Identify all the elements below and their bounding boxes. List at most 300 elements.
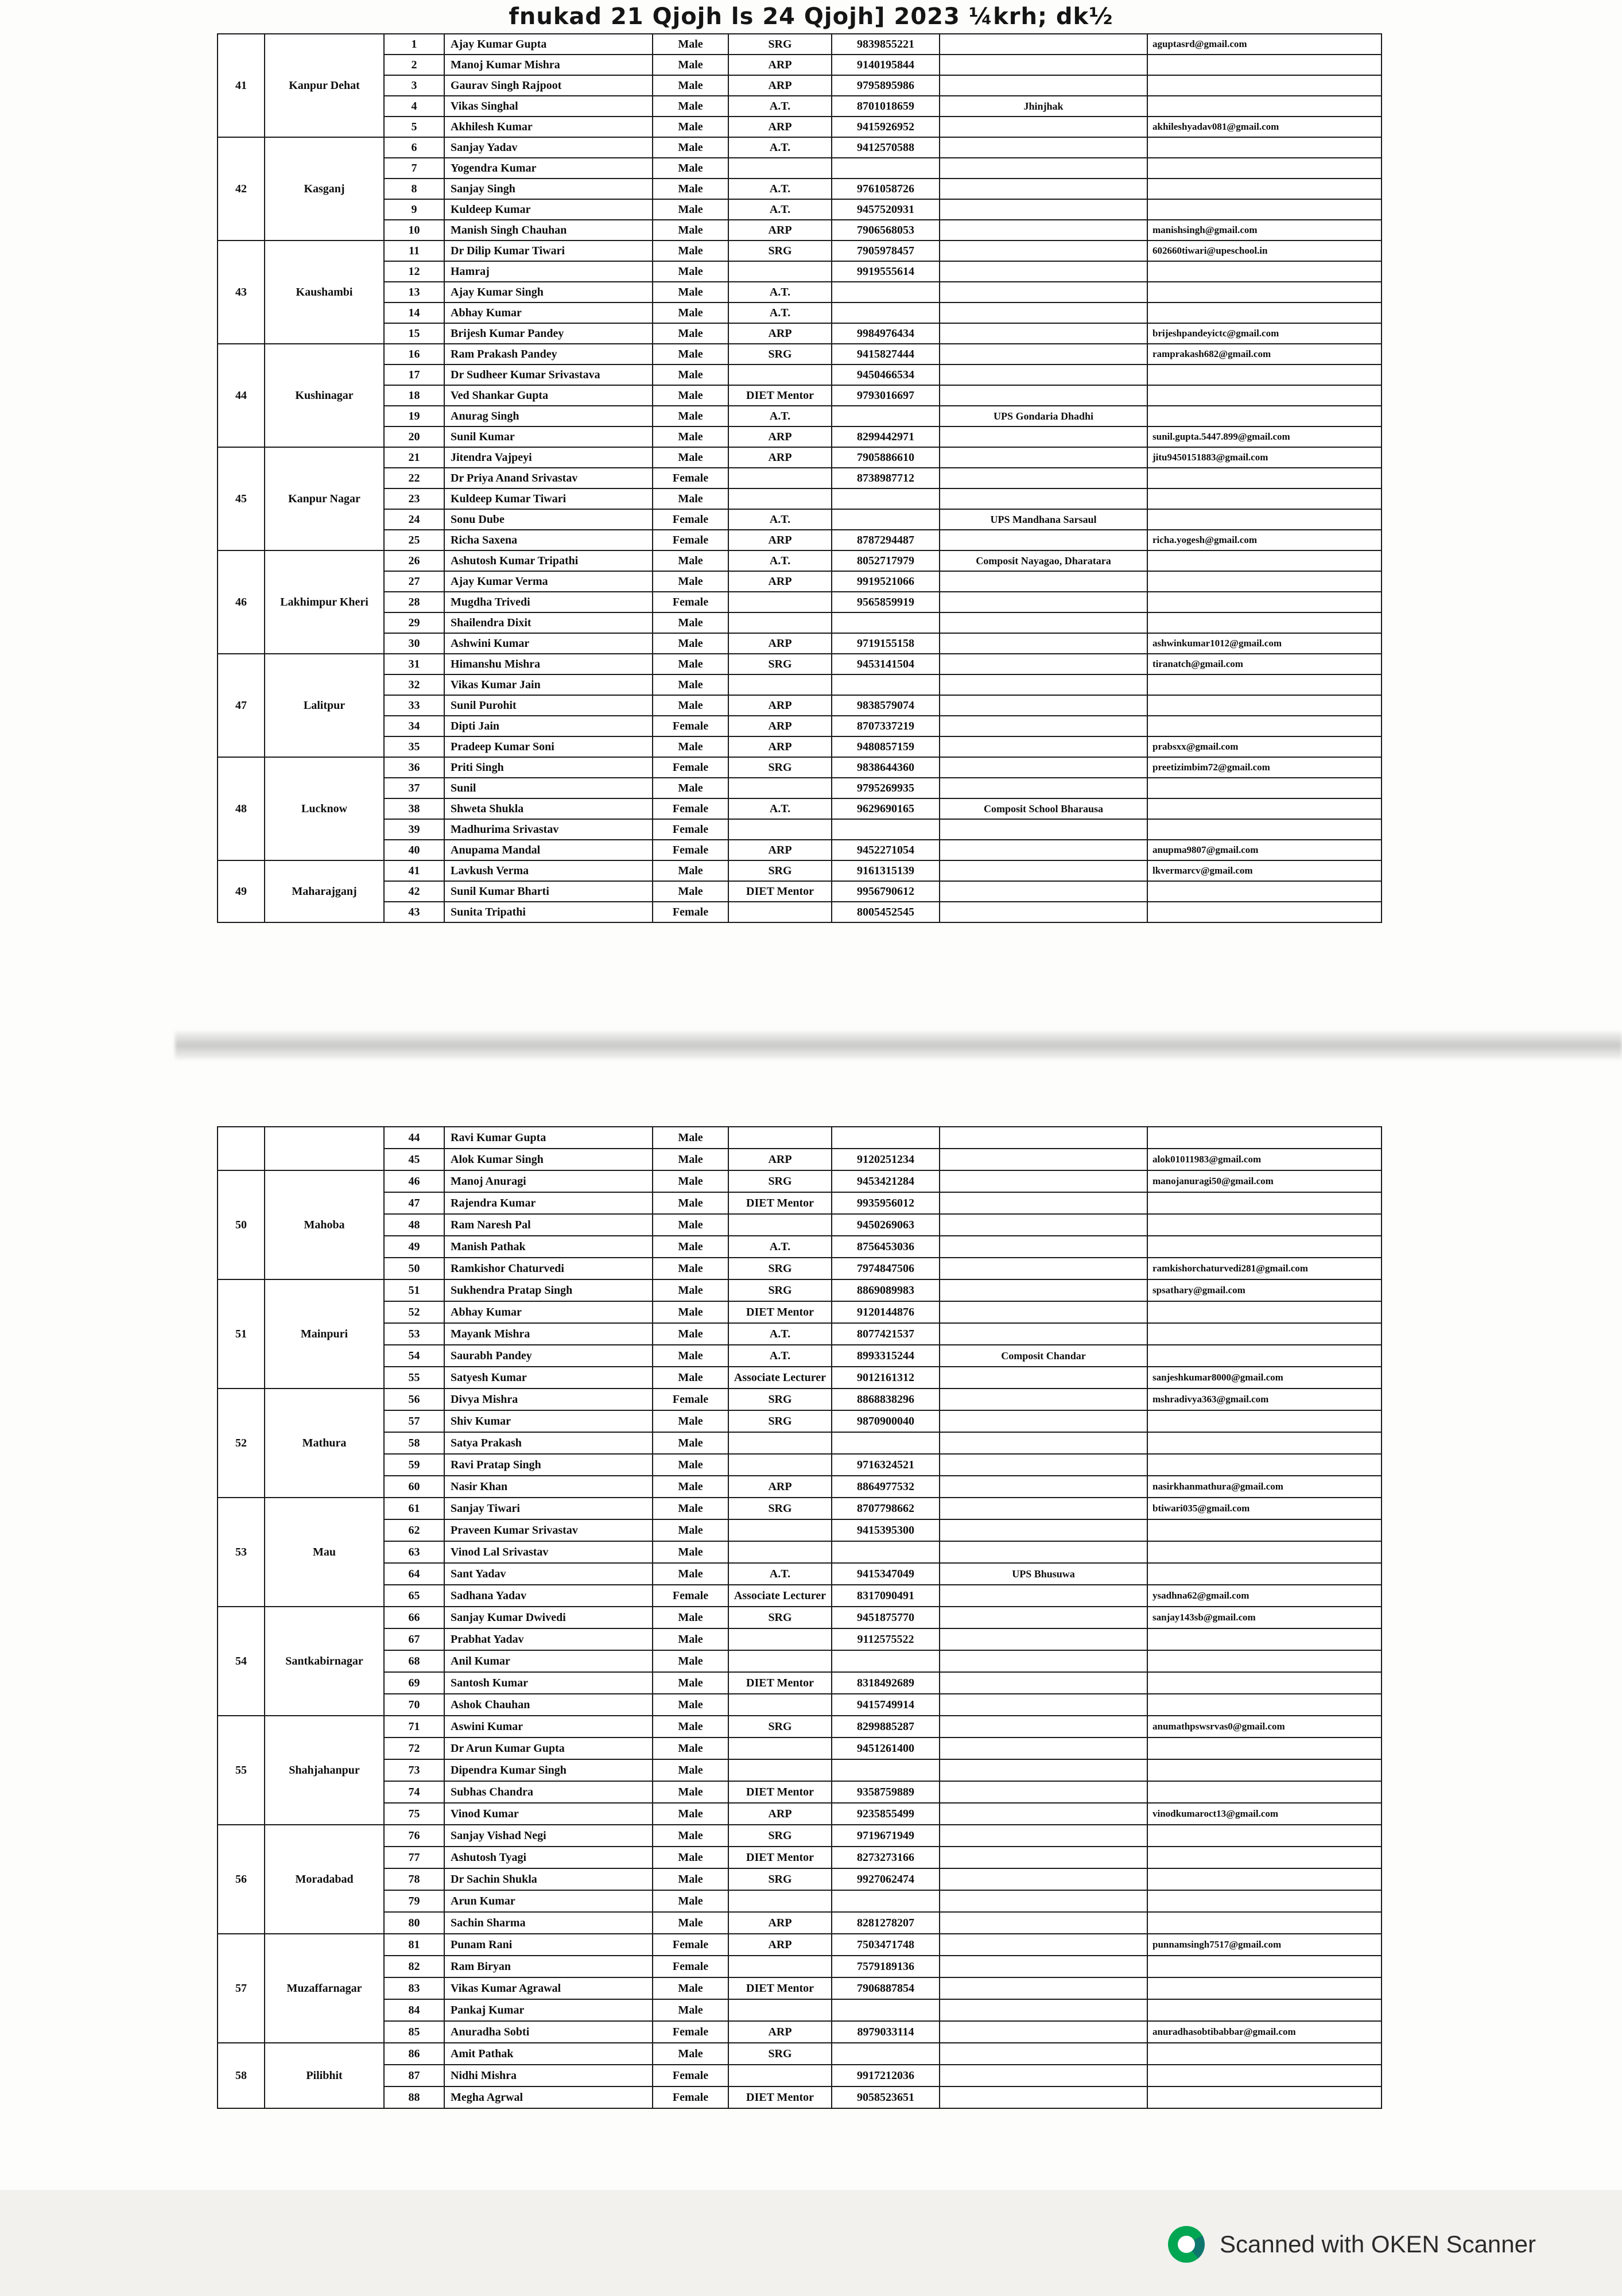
school-remark	[940, 1476, 1147, 1498]
designation: DIET Mentor	[728, 385, 832, 406]
serial-number: 30	[384, 633, 444, 654]
phone-number: 9629690165	[832, 798, 940, 819]
serial-number: 80	[384, 1912, 444, 1934]
person-name: Abhay Kumar	[444, 1301, 653, 1323]
serial-number: 49	[384, 1236, 444, 1258]
email-address: spsathary@gmail.com	[1147, 1279, 1382, 1301]
school-remark	[940, 468, 1147, 488]
designation: A.T.	[728, 302, 832, 323]
table-row	[218, 1694, 1382, 1716]
person-name: Anil Kumar	[444, 1650, 653, 1672]
gender: Female	[653, 2065, 728, 2086]
person-name: Sanjay Vishad Negi	[444, 1825, 653, 1847]
serial-number: 41	[384, 860, 444, 881]
gender: Male	[653, 1192, 728, 1214]
table-row	[218, 592, 1382, 612]
email-address	[1147, 2065, 1382, 2086]
serial-number: 5	[384, 117, 444, 137]
gender: Female	[653, 530, 728, 550]
email-address	[1147, 1759, 1382, 1781]
serial-number: 45	[384, 1149, 444, 1170]
person-name: Dr Sachin Shukla	[444, 1868, 653, 1890]
roster-table-upper	[217, 33, 1382, 923]
email-address	[1147, 902, 1382, 922]
district-name: Mahoba	[265, 1170, 384, 1279]
gender: Male	[653, 1694, 728, 1716]
designation	[728, 1127, 832, 1149]
designation: A.T.	[728, 509, 832, 530]
serial-number: 75	[384, 1803, 444, 1825]
phone-number: 8299442971	[832, 426, 940, 447]
person-name: Sunil Kumar	[444, 426, 653, 447]
school-remark	[940, 344, 1147, 364]
person-name: Anurag Singh	[444, 406, 653, 426]
phone-number: 9112575522	[832, 1628, 940, 1650]
phone-number: 8005452545	[832, 902, 940, 922]
gender: Male	[653, 1607, 728, 1628]
serial-number: 9	[384, 199, 444, 220]
email-address	[1147, 1956, 1382, 1977]
serial-number: 77	[384, 1847, 444, 1868]
designation	[728, 674, 832, 695]
gender: Male	[653, 1737, 728, 1759]
designation: SRG	[728, 1498, 832, 1519]
email-address	[1147, 302, 1382, 323]
email-address: anumathpswsrvas0@gmail.com	[1147, 1716, 1382, 1737]
district-name: Maharajganj	[265, 860, 384, 922]
person-name: Ravi Pratap Singh	[444, 1454, 653, 1476]
serial-number: 54	[384, 1345, 444, 1367]
email-address	[1147, 1323, 1382, 1345]
email-address	[1147, 406, 1382, 426]
gender: Male	[653, 1977, 728, 1999]
phone-number: 8868838296	[832, 1389, 940, 1410]
serial-number: 10	[384, 220, 444, 241]
table-row	[218, 1367, 1382, 1389]
phone-number: 9415749914	[832, 1694, 940, 1716]
gender: Male	[653, 1868, 728, 1890]
designation	[728, 1432, 832, 1454]
email-address	[1147, 1410, 1382, 1432]
designation: DIET Mentor	[728, 1301, 832, 1323]
table-row	[218, 1847, 1382, 1868]
phone-number: 8993315244	[832, 1345, 940, 1367]
district-name: Kaushambi	[265, 241, 384, 344]
table-row	[218, 530, 1382, 550]
table-row	[218, 1192, 1382, 1214]
designation: A.T.	[728, 1345, 832, 1367]
school-remark	[940, 241, 1147, 261]
district-number: 47	[218, 654, 265, 757]
email-address: aguptasrd@gmail.com	[1147, 34, 1382, 55]
school-remark	[940, 158, 1147, 179]
school-remark	[940, 1279, 1147, 1301]
gender: Male	[653, 261, 728, 282]
table-row	[218, 55, 1382, 75]
school-remark	[940, 757, 1147, 778]
email-address: vinodkumaroct13@gmail.com	[1147, 1803, 1382, 1825]
district-number: 45	[218, 447, 265, 550]
table-row	[218, 1432, 1382, 1454]
phone-number: 8707337219	[832, 716, 940, 736]
person-name: Nasir Khan	[444, 1476, 653, 1498]
person-name: Himanshu Mishra	[444, 654, 653, 674]
phone-number: 7906568053	[832, 220, 940, 241]
gender: Female	[653, 2021, 728, 2043]
school-remark	[940, 1650, 1147, 1672]
person-name: Ved Shankar Gupta	[444, 385, 653, 406]
serial-number: 14	[384, 302, 444, 323]
table-row	[218, 302, 1382, 323]
phone-number: 9457520931	[832, 199, 940, 220]
table-row	[218, 1803, 1382, 1825]
designation: SRG	[728, 860, 832, 881]
serial-number: 47	[384, 1192, 444, 1214]
designation: DIET Mentor	[728, 1672, 832, 1694]
designation: A.T.	[728, 798, 832, 819]
person-name: Madhurima Srivastav	[444, 819, 653, 840]
person-name: Saurabh Pandey	[444, 1345, 653, 1367]
oken-logo-icon	[1168, 2226, 1205, 2263]
email-address	[1147, 1192, 1382, 1214]
table-row	[218, 1279, 1382, 1301]
school-remark	[940, 261, 1147, 282]
email-address	[1147, 158, 1382, 179]
person-name: Richa Saxena	[444, 530, 653, 550]
district-name: Moradabad	[265, 1825, 384, 1934]
phone-number: 9716324521	[832, 1454, 940, 1476]
phone-number: 9451261400	[832, 1737, 940, 1759]
designation: ARP	[728, 55, 832, 75]
district-name: Kanpur Dehat	[265, 34, 384, 137]
email-address	[1147, 261, 1382, 282]
school-remark	[940, 1868, 1147, 1890]
school-remark	[940, 902, 1147, 922]
serial-number: 59	[384, 1454, 444, 1476]
serial-number: 61	[384, 1498, 444, 1519]
designation: SRG	[728, 1825, 832, 1847]
serial-number: 64	[384, 1563, 444, 1585]
table-row	[218, 736, 1382, 757]
designation: SRG	[728, 2043, 832, 2065]
phone-number: 9565859919	[832, 592, 940, 612]
email-address: ysadhna62@gmail.com	[1147, 1585, 1382, 1607]
phone-number	[832, 819, 940, 840]
table-row	[218, 1934, 1382, 1956]
person-name: Ajay Kumar Singh	[444, 282, 653, 302]
gender: Male	[653, 1279, 728, 1301]
phone-number: 9235855499	[832, 1803, 940, 1825]
serial-number: 83	[384, 1977, 444, 1999]
district-name	[265, 1127, 384, 1170]
table-row	[218, 2043, 1382, 2065]
designation: ARP	[728, 1803, 832, 1825]
serial-number: 66	[384, 1607, 444, 1628]
phone-number: 9161315139	[832, 860, 940, 881]
email-address: manojanuragi50@gmail.com	[1147, 1170, 1382, 1192]
gender: Male	[653, 1149, 728, 1170]
table-row	[218, 1127, 1382, 1149]
school-remark: Composit Nayagao, Dharatara	[940, 550, 1147, 571]
serial-number: 52	[384, 1301, 444, 1323]
person-name: Nidhi Mishra	[444, 2065, 653, 2086]
gender: Male	[653, 302, 728, 323]
table-row	[218, 2021, 1382, 2043]
gender: Male	[653, 282, 728, 302]
gender: Male	[653, 323, 728, 344]
school-remark	[940, 1999, 1147, 2021]
school-remark	[940, 1694, 1147, 1716]
serial-number: 11	[384, 241, 444, 261]
school-remark	[940, 778, 1147, 798]
scan-artifact-band	[175, 1031, 1622, 1060]
phone-number: 8318492689	[832, 1672, 940, 1694]
designation	[728, 158, 832, 179]
phone-number	[832, 1650, 940, 1672]
person-name: Kuldeep Kumar	[444, 199, 653, 220]
school-remark	[940, 654, 1147, 674]
phone-number: 9415926952	[832, 117, 940, 137]
gender: Male	[653, 1781, 728, 1803]
table-row	[218, 2065, 1382, 2086]
email-address	[1147, 695, 1382, 716]
email-address	[1147, 798, 1382, 819]
person-name: Sonu Dube	[444, 509, 653, 530]
person-name: Satyesh Kumar	[444, 1367, 653, 1389]
email-address: preetizimbim72@gmail.com	[1147, 757, 1382, 778]
district-number: 42	[218, 137, 265, 241]
school-remark	[940, 571, 1147, 592]
designation: ARP	[728, 571, 832, 592]
school-remark	[940, 1628, 1147, 1650]
phone-number: 9795895986	[832, 75, 940, 96]
serial-number: 40	[384, 840, 444, 860]
gender: Male	[653, 1825, 728, 1847]
person-name: Satya Prakash	[444, 1432, 653, 1454]
district-name: Pilibhit	[265, 2043, 384, 2108]
district-name: Lucknow	[265, 757, 384, 860]
phone-number: 9451875770	[832, 1607, 940, 1628]
phone-number	[832, 158, 940, 179]
person-name: Manoj Kumar Mishra	[444, 55, 653, 75]
person-name: Sanjay Yadav	[444, 137, 653, 158]
gender: Male	[653, 34, 728, 55]
serial-number: 84	[384, 1999, 444, 2021]
table-row	[218, 199, 1382, 220]
designation	[728, 612, 832, 633]
district-number: 44	[218, 344, 265, 447]
email-address: ramkishorchaturvedi281@gmail.com	[1147, 1258, 1382, 1279]
serial-number: 50	[384, 1258, 444, 1279]
table-row	[218, 261, 1382, 282]
phone-number: 8979033114	[832, 2021, 940, 2043]
person-name: Ravi Kumar Gupta	[444, 1127, 653, 1149]
person-name: Punam Rani	[444, 1934, 653, 1956]
table-row	[218, 819, 1382, 840]
school-remark	[940, 530, 1147, 550]
roster-table-lower	[217, 1126, 1382, 2109]
phone-number: 9358759889	[832, 1781, 940, 1803]
phone-number: 9453141504	[832, 654, 940, 674]
school-remark	[940, 819, 1147, 840]
table-row	[218, 75, 1382, 96]
gender: Male	[653, 1847, 728, 1868]
district-number	[218, 1127, 265, 1170]
school-remark	[940, 323, 1147, 344]
email-address: nasirkhanmathura@gmail.com	[1147, 1476, 1382, 1498]
email-address	[1147, 75, 1382, 96]
table-row	[218, 1498, 1382, 1519]
gender: Male	[653, 137, 728, 158]
designation: ARP	[728, 1912, 832, 1934]
school-remark	[940, 1934, 1147, 1956]
scanner-watermark	[1168, 2226, 1536, 2263]
person-name: Manish Pathak	[444, 1236, 653, 1258]
table-row	[218, 1999, 1382, 2021]
serial-number: 72	[384, 1737, 444, 1759]
designation	[728, 488, 832, 509]
designation: DIET Mentor	[728, 1192, 832, 1214]
gender: Male	[653, 550, 728, 571]
serial-number: 21	[384, 447, 444, 468]
person-name: Shweta Shukla	[444, 798, 653, 819]
designation	[728, 1956, 832, 1977]
table-row	[218, 1890, 1382, 1912]
phone-number: 9450269063	[832, 1214, 940, 1236]
designation: ARP	[728, 1476, 832, 1498]
person-name: Sanjay Kumar Dwivedi	[444, 1607, 653, 1628]
gender: Male	[653, 1323, 728, 1345]
gender: Male	[653, 488, 728, 509]
email-address	[1147, 1847, 1382, 1868]
email-address: btiwari035@gmail.com	[1147, 1498, 1382, 1519]
table-row	[218, 1672, 1382, 1694]
school-remark	[940, 1672, 1147, 1694]
email-address	[1147, 1628, 1382, 1650]
designation: ARP	[728, 1149, 832, 1170]
phone-number: 8701018659	[832, 96, 940, 117]
table-row	[218, 1759, 1382, 1781]
school-remark	[940, 1432, 1147, 1454]
email-address	[1147, 1781, 1382, 1803]
serial-number: 28	[384, 592, 444, 612]
table-row	[218, 1977, 1382, 1999]
table-row	[218, 633, 1382, 654]
serial-number: 8	[384, 179, 444, 199]
table-row	[218, 571, 1382, 592]
serial-number: 37	[384, 778, 444, 798]
email-address: manishsingh@gmail.com	[1147, 220, 1382, 241]
table-row	[218, 840, 1382, 860]
district-name: Lalitpur	[265, 654, 384, 757]
gender: Male	[653, 1912, 728, 1934]
serial-number: 26	[384, 550, 444, 571]
table-row	[218, 757, 1382, 778]
serial-number: 1	[384, 34, 444, 55]
table-row	[218, 778, 1382, 798]
phone-number	[832, 612, 940, 633]
person-name: Santosh Kumar	[444, 1672, 653, 1694]
table-row	[218, 179, 1382, 199]
email-address	[1147, 1825, 1382, 1847]
designation	[728, 819, 832, 840]
gender: Male	[653, 1803, 728, 1825]
gender: Male	[653, 75, 728, 96]
serial-number: 16	[384, 344, 444, 364]
person-name: Sunil	[444, 778, 653, 798]
person-name: Jitendra Vajpeyi	[444, 447, 653, 468]
email-address	[1147, 1519, 1382, 1541]
serial-number: 79	[384, 1890, 444, 1912]
school-remark: UPS Mandhana Sarsaul	[940, 509, 1147, 530]
school-remark	[940, 716, 1147, 736]
person-name: Kuldeep Kumar Tiwari	[444, 488, 653, 509]
email-address	[1147, 1454, 1382, 1476]
serial-number: 39	[384, 819, 444, 840]
school-remark	[940, 75, 1147, 96]
person-name: Sunita Tripathi	[444, 902, 653, 922]
person-name: Sant Yadav	[444, 1563, 653, 1585]
person-name: Anuradha Sobti	[444, 2021, 653, 2043]
email-address	[1147, 1672, 1382, 1694]
designation	[728, 1694, 832, 1716]
gender: Male	[653, 1367, 728, 1389]
person-name: Praveen Kumar Srivastav	[444, 1519, 653, 1541]
school-remark	[940, 302, 1147, 323]
serial-number: 62	[384, 1519, 444, 1541]
person-name: Mugdha Trivedi	[444, 592, 653, 612]
phone-number: 9140195844	[832, 55, 940, 75]
table-row	[218, 1541, 1382, 1563]
person-name: Vikas Kumar Agrawal	[444, 1977, 653, 1999]
person-name: Aswini Kumar	[444, 1716, 653, 1737]
email-address: akhileshyadav081@gmail.com	[1147, 117, 1382, 137]
gender: Male	[653, 2043, 728, 2065]
serial-number: 63	[384, 1541, 444, 1563]
table-row	[218, 344, 1382, 364]
serial-number: 19	[384, 406, 444, 426]
person-name: Ram Prakash Pandey	[444, 344, 653, 364]
email-address: anupma9807@gmail.com	[1147, 840, 1382, 860]
email-address: 602660tiwari@upeschool.in	[1147, 241, 1382, 261]
gender: Male	[653, 1716, 728, 1737]
person-name: Ram Biryan	[444, 1956, 653, 1977]
school-remark	[940, 1170, 1147, 1192]
school-remark	[940, 385, 1147, 406]
district-number: 46	[218, 550, 265, 654]
table-row	[218, 1170, 1382, 1192]
table-row	[218, 1563, 1382, 1585]
school-remark	[940, 179, 1147, 199]
gender: Male	[653, 241, 728, 261]
phone-number: 9984976434	[832, 323, 940, 344]
table-row	[218, 1912, 1382, 1934]
designation: DIET Mentor	[728, 2086, 832, 2108]
school-remark	[940, 488, 1147, 509]
email-address	[1147, 2086, 1382, 2108]
gender: Male	[653, 1127, 728, 1149]
table-row	[218, 468, 1382, 488]
gender: Male	[653, 1999, 728, 2021]
email-address: alok01011983@gmail.com	[1147, 1149, 1382, 1170]
phone-number: 7579189136	[832, 1956, 940, 1977]
person-name: Lavkush Verma	[444, 860, 653, 881]
email-address	[1147, 1301, 1382, 1323]
designation: ARP	[728, 117, 832, 137]
person-name: Ramkishor Chaturvedi	[444, 1258, 653, 1279]
school-remark: UPS Bhusuwa	[940, 1563, 1147, 1585]
gender: Male	[653, 179, 728, 199]
